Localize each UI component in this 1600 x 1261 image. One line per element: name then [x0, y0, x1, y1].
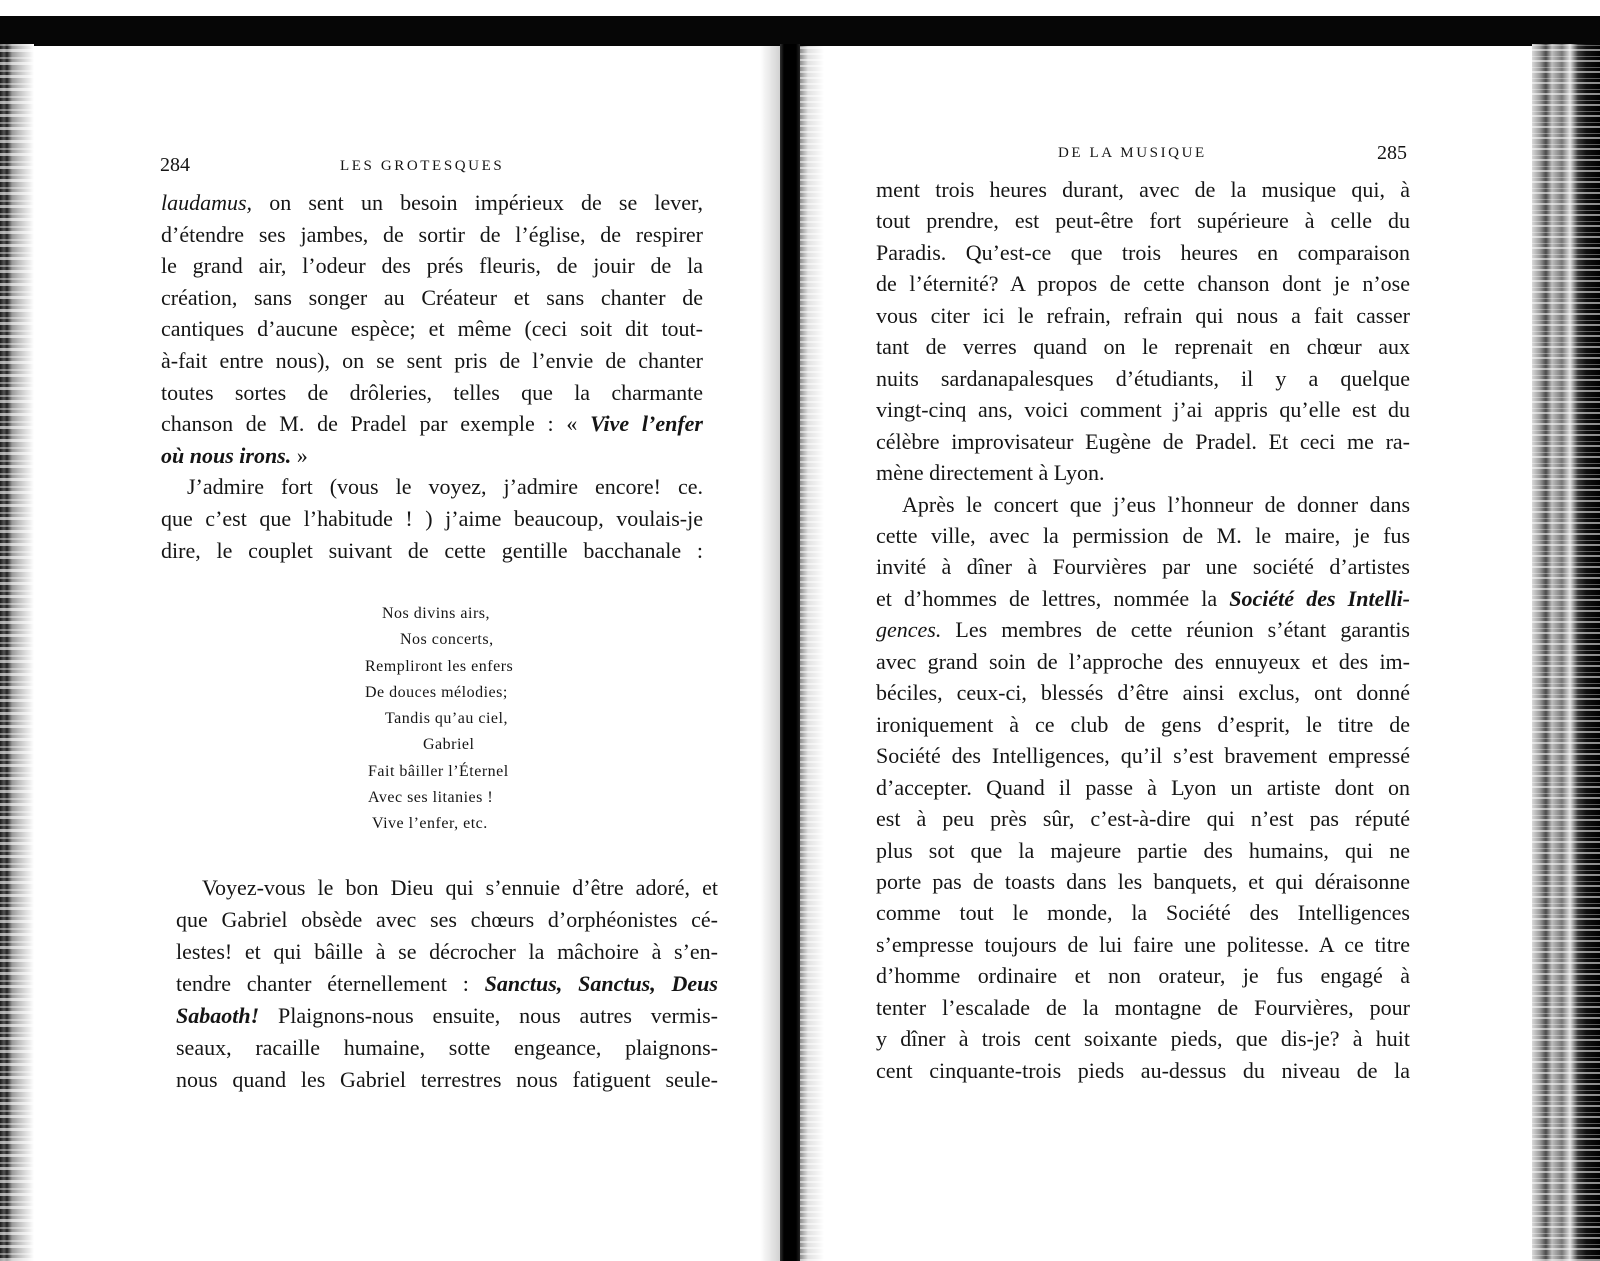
text-line: de l’éternité? A propos de cette chanson dont je n’ose [876, 271, 1410, 297]
text-line: toutes sortes de drôleries, telles que la charmante [161, 379, 703, 405]
verse-quote [365, 601, 585, 837]
text-line: ironiquement à ce club de gens d’esprit, le titre de [876, 711, 1410, 737]
bold-italic-text: Sabaoth! [176, 1003, 260, 1028]
text-line: célèbre improvisateur Eugène de Pradel. Et ceci me ra- [876, 428, 1410, 454]
text-line: De douces mélodies; [365, 683, 508, 701]
bold-italic-text: Vive l’enfer [590, 411, 703, 437]
text-line: vous citer ici le refrain, refrain qui nous a fait casser [876, 302, 1410, 328]
text-line: Société des Intelligences, qu’il s’est bravement empressé [876, 743, 1410, 769]
book-gutter [780, 44, 800, 1261]
text-line: tant de verres quand on le reprenait en chœur aux [876, 334, 1410, 360]
paragraph [161, 471, 703, 566]
text-line: s’empresse toujours de lui faire une politesse. A ce titre [876, 931, 1410, 957]
text-line: tout prendre, est peut-être fort supérieure à celle du [876, 208, 1410, 234]
text-line: où nous irons. » [161, 442, 308, 468]
right-page [800, 0, 1532, 1261]
text-line: d’homme ordinaire et non orateur, je fus engagé à [876, 963, 1410, 989]
text-line: Sabaoth! Plaignons-nous ensuite, nous autres vermis- [176, 1003, 718, 1028]
text-line: béciles, ceux-ci, blessés d’être ainsi exclus, ont donné [876, 680, 1410, 706]
text-line: nous quand les Gabriel terrestres nous fatiguent seule- [176, 1067, 718, 1092]
text-line: et d’hommes de lettres, nommée la Société des Intelli- [876, 585, 1411, 611]
text-line: est à peu près sûr, c’est-à-dire qui n’est pas réputé [876, 806, 1410, 832]
body-text [876, 174, 1410, 1086]
italic-text: gences. [876, 617, 942, 643]
text-line: J’admire fort (vous le voyez, j’admire encore! ce. [187, 474, 703, 500]
bold-italic-text: où nous irons. [161, 442, 292, 468]
text-line: tenter l’escalade de la montagne de Fourvières, pour [876, 994, 1410, 1020]
page-number: 284 [160, 154, 190, 176]
text-line: création, sans songer au Créateur et sans chanter de [161, 284, 703, 310]
text-line: Après le concert que j’eus l’honneur de donner dans [902, 491, 1410, 517]
scan-left-edge [0, 44, 34, 1261]
text-line: comme tout le monde, la Société des Intelligences [876, 900, 1410, 926]
text-line: avec grand soin de l’approche des ennuyeux et des im- [876, 648, 1410, 674]
text-line: laudamus, on sent un besoin impérieux de se lever, [161, 190, 703, 215]
text-line: d’accepter. Quand il passe à Lyon un artiste dont on [876, 774, 1410, 800]
text-line: tendre chanter éternellement : Sanctus, Sanctus, Deus [176, 971, 718, 996]
left-page [30, 0, 780, 1261]
italic-text: laudamus, [161, 190, 253, 215]
paragraph [876, 489, 1410, 1087]
paragraph [876, 174, 1410, 489]
text-line: invité à dîner à Fourvières par une société d’artistes [876, 554, 1410, 580]
body-text [161, 187, 703, 566]
text-line: Voyez-vous le bon Dieu qui s’ennuie d’être adoré, et [202, 875, 718, 900]
body-text [176, 872, 718, 1096]
text-line: Rempliront les enfers [365, 657, 514, 675]
text-line: cantiques d’aucune espèce; et même (ceci soit dit tout- [161, 316, 703, 342]
paragraph [176, 872, 718, 1096]
text-line: seaux, racaille humaine, sotte engeance, plaignons- [176, 1035, 718, 1060]
text-line: nuits sardanapalesques d’étudiants, il y a quelque [876, 365, 1410, 391]
text-line: d’étendre ses jambes, de sortir de l’église, de respirer [161, 221, 703, 247]
text-line: cette ville, avec la permission de M. le maire, je fus [876, 522, 1410, 548]
page-number: 285 [1377, 142, 1407, 164]
text-line: y dîner à trois cent soixante pieds, que dis-je? à huit [876, 1026, 1410, 1052]
bold-italic-text: Sanctus, Sanctus, Deus [484, 971, 718, 996]
text-line: Fait bâiller l’Éternel [368, 762, 509, 780]
text-line: lestes! et qui bâille à se décrocher la mâchoire à s’en- [176, 939, 718, 964]
running-head: LES GROTESQUES [340, 158, 505, 174]
text-line: chanson de M. de Pradel par exemple : « Vive l’enfer [161, 411, 703, 437]
text-line: plus sot que la majeure partie des humains, qui ne [876, 837, 1410, 863]
paragraph [161, 187, 703, 471]
text-line: Vive l’enfer, etc. [372, 815, 488, 832]
text-line: que c’est que l’habitude ! ) j’aime beaucoup, voulais-je [161, 505, 703, 531]
text-line: Paradis. Qu’est-ce que trois heures en comparaison [876, 239, 1410, 265]
text-line: ment trois heures durant, avec de la musique qui, à [876, 177, 1410, 202]
text-line: cent cinquante-trois pieds au-dessus du niveau de la [876, 1057, 1410, 1083]
running-head: DE LA MUSIQUE [1058, 145, 1207, 161]
text-line: que Gabriel obsède avec ses chœurs d’orphéonistes cé- [176, 907, 718, 932]
scan-right-edge [1532, 44, 1600, 1261]
text-line: Nos divins airs, [382, 605, 490, 622]
text-line: à-fait entre nous), on se sent pris de l’envie de chanter [161, 347, 703, 373]
text-line: Tandis qu’au ciel, [385, 710, 508, 727]
text-line: vingt-cinq ans, voici comment j’ai appris qu’elle est du [876, 397, 1410, 423]
text-line: mène directement à Lyon. [876, 460, 1105, 486]
text-line: Avec ses litanies ! [368, 788, 494, 806]
text-line: dire, le couplet suivant de cette gentille bacchanale : [161, 537, 703, 563]
bold-italic-text: Société des Intelli- [1229, 585, 1411, 611]
text-line: Gabriel [423, 736, 475, 754]
text-line: gences. Les membres de cette réunion s’étant garantis [876, 617, 1410, 643]
text-line: le grand air, l’odeur des prés fleuris, de jouir de la [161, 253, 703, 279]
text-line: Nos concerts, [400, 631, 494, 649]
text-line: porte pas de toasts dans les banquets, et qui déraisonne [876, 868, 1410, 894]
